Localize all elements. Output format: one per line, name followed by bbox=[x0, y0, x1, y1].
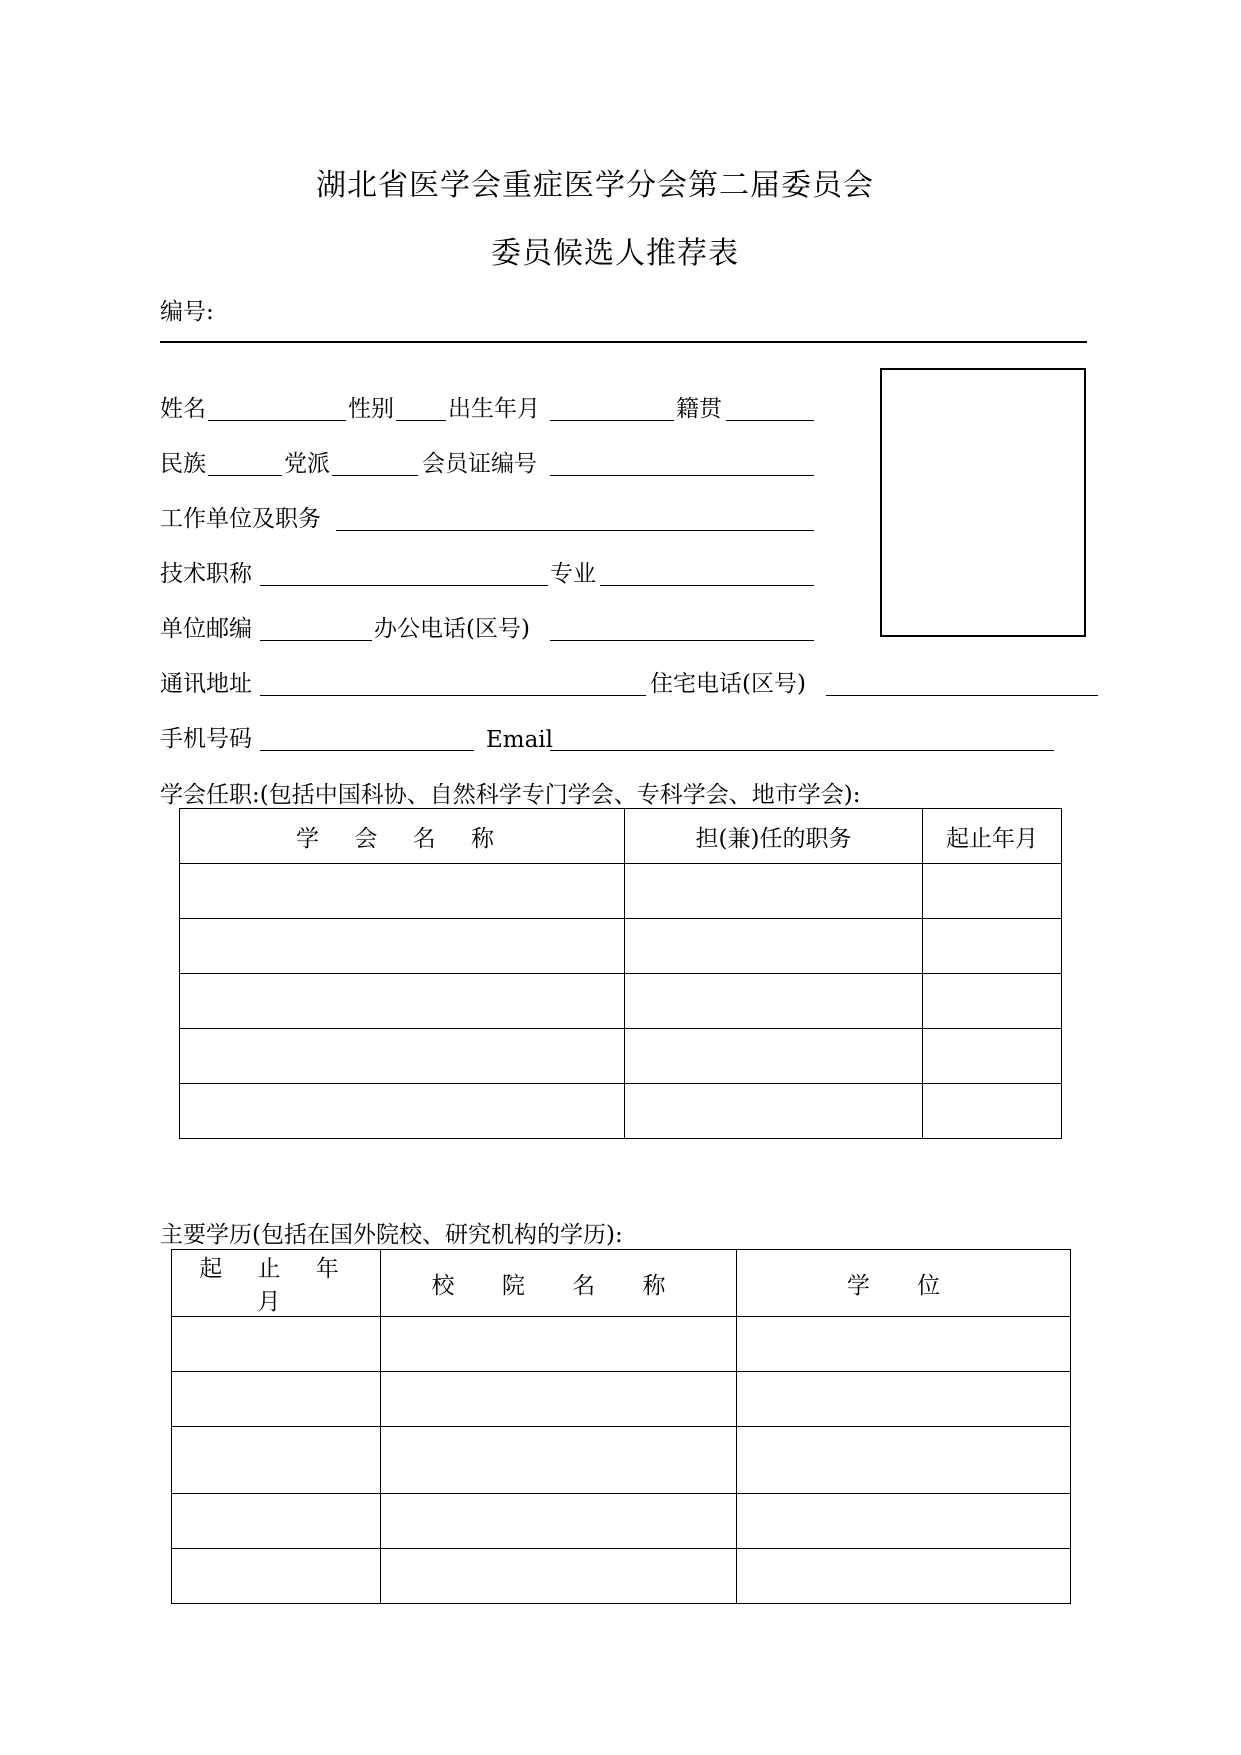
form-row-title bbox=[160, 558, 820, 588]
form-row-contact bbox=[160, 613, 820, 643]
table-cell[interactable] bbox=[381, 1427, 737, 1494]
name-field[interactable] bbox=[208, 420, 346, 421]
birth-label: 出生年月 bbox=[448, 396, 540, 422]
form-title: 湖北省医学会重症医学分会第二届委员会 bbox=[316, 168, 874, 203]
table-cell[interactable] bbox=[180, 864, 625, 919]
serial-number-label: 编号: bbox=[160, 299, 214, 325]
societies-header-role: 担(兼)任的职务 bbox=[625, 809, 923, 864]
table-cell[interactable] bbox=[625, 1084, 923, 1139]
table-row bbox=[172, 1494, 1071, 1549]
societies-label: 学会任职:(包括中国科协、自然科学专门学会、专科学会、地市学会): bbox=[160, 782, 861, 808]
table-cell[interactable] bbox=[625, 1029, 923, 1084]
office-phone-field[interactable] bbox=[550, 640, 814, 641]
table-cell[interactable] bbox=[172, 1549, 381, 1604]
table-cell[interactable] bbox=[180, 919, 625, 974]
table-cell[interactable] bbox=[625, 974, 923, 1029]
education-label: 主要学历(包括在国外院校、研究机构的学历): bbox=[160, 1222, 623, 1248]
table-row bbox=[180, 919, 1062, 974]
table-cell[interactable] bbox=[381, 1372, 737, 1427]
specialty-label: 专业 bbox=[550, 561, 596, 587]
societies-header-dates: 起止年月 bbox=[923, 809, 1062, 864]
title-label: 技术职称 bbox=[160, 561, 252, 587]
table-cell[interactable] bbox=[923, 1029, 1062, 1084]
table-cell[interactable] bbox=[923, 864, 1062, 919]
ethnicity-field[interactable] bbox=[208, 475, 282, 476]
email-field[interactable] bbox=[550, 750, 1054, 751]
societies-header-name: 学 会 名 称 bbox=[180, 809, 625, 864]
birth-field[interactable] bbox=[550, 420, 674, 421]
table-cell[interactable] bbox=[737, 1549, 1071, 1604]
name-label: 姓名 bbox=[160, 396, 206, 422]
table-cell[interactable] bbox=[381, 1317, 737, 1372]
office-phone-label: 办公电话(区号) bbox=[374, 616, 530, 642]
education-header-degree: 学 位 bbox=[737, 1250, 1071, 1317]
table-cell[interactable] bbox=[625, 864, 923, 919]
home-phone-field[interactable] bbox=[826, 695, 1098, 696]
postcode-label: 单位邮编 bbox=[160, 616, 252, 642]
table-cell[interactable] bbox=[923, 974, 1062, 1029]
form-row-membership bbox=[160, 448, 820, 478]
table-row bbox=[172, 1372, 1071, 1427]
table-cell[interactable] bbox=[923, 919, 1062, 974]
table-cell[interactable] bbox=[625, 919, 923, 974]
table-row bbox=[180, 974, 1062, 1029]
member-no-label: 会员证编号 bbox=[422, 451, 537, 477]
table-cell[interactable] bbox=[172, 1317, 381, 1372]
form-row-personal bbox=[160, 393, 820, 423]
email-label: Email bbox=[486, 727, 554, 753]
table-cell[interactable] bbox=[172, 1372, 381, 1427]
table-cell[interactable] bbox=[737, 1372, 1071, 1427]
table-row bbox=[172, 1427, 1071, 1494]
header-divider bbox=[160, 341, 1087, 343]
table-cell[interactable] bbox=[737, 1317, 1071, 1372]
table-row bbox=[180, 1084, 1062, 1139]
form-row-mobile bbox=[160, 723, 1060, 753]
table-row bbox=[180, 864, 1062, 919]
table-cell[interactable] bbox=[737, 1427, 1071, 1494]
ethnicity-label: 民族 bbox=[160, 451, 206, 477]
table-row bbox=[172, 1317, 1071, 1372]
native-place-label: 籍贯 bbox=[676, 396, 722, 422]
address-field[interactable] bbox=[260, 695, 646, 696]
table-cell[interactable] bbox=[180, 1029, 625, 1084]
table-cell[interactable] bbox=[381, 1494, 737, 1549]
table-cell[interactable] bbox=[172, 1427, 381, 1494]
work-unit-field[interactable] bbox=[336, 530, 814, 531]
gender-field[interactable] bbox=[396, 420, 446, 421]
party-field[interactable] bbox=[332, 475, 418, 476]
table-cell[interactable] bbox=[172, 1494, 381, 1549]
form-subtitle: 委员候选人推荐表 bbox=[491, 236, 739, 271]
home-phone-label: 住宅电话(区号) bbox=[650, 671, 806, 697]
work-unit-label: 工作单位及职务 bbox=[160, 506, 321, 532]
postcode-field[interactable] bbox=[260, 640, 372, 641]
education-header-school: 校 院 名 称 bbox=[381, 1250, 737, 1317]
mobile-field[interactable] bbox=[260, 750, 474, 751]
member-no-field[interactable] bbox=[550, 475, 814, 476]
table-cell[interactable] bbox=[737, 1494, 1071, 1549]
mobile-label: 手机号码 bbox=[160, 726, 252, 752]
table-cell[interactable] bbox=[180, 1084, 625, 1139]
table-row bbox=[180, 1029, 1062, 1084]
societies-table bbox=[179, 808, 1062, 1139]
education-table bbox=[171, 1249, 1071, 1604]
address-label: 通讯地址 bbox=[160, 671, 252, 697]
table-cell[interactable] bbox=[381, 1549, 737, 1604]
specialty-field[interactable] bbox=[600, 585, 814, 586]
table-cell[interactable] bbox=[923, 1084, 1062, 1139]
table-row bbox=[172, 1549, 1071, 1604]
form-row-work bbox=[160, 503, 820, 533]
native-place-field[interactable] bbox=[726, 420, 814, 421]
table-cell[interactable] bbox=[180, 974, 625, 1029]
party-label: 党派 bbox=[284, 451, 330, 477]
form-row-address bbox=[160, 668, 1100, 698]
gender-label: 性别 bbox=[348, 396, 394, 422]
photo-box[interactable] bbox=[880, 368, 1086, 637]
education-header-dates: 起 止 年 月 bbox=[172, 1250, 381, 1317]
title-field[interactable] bbox=[260, 585, 548, 586]
